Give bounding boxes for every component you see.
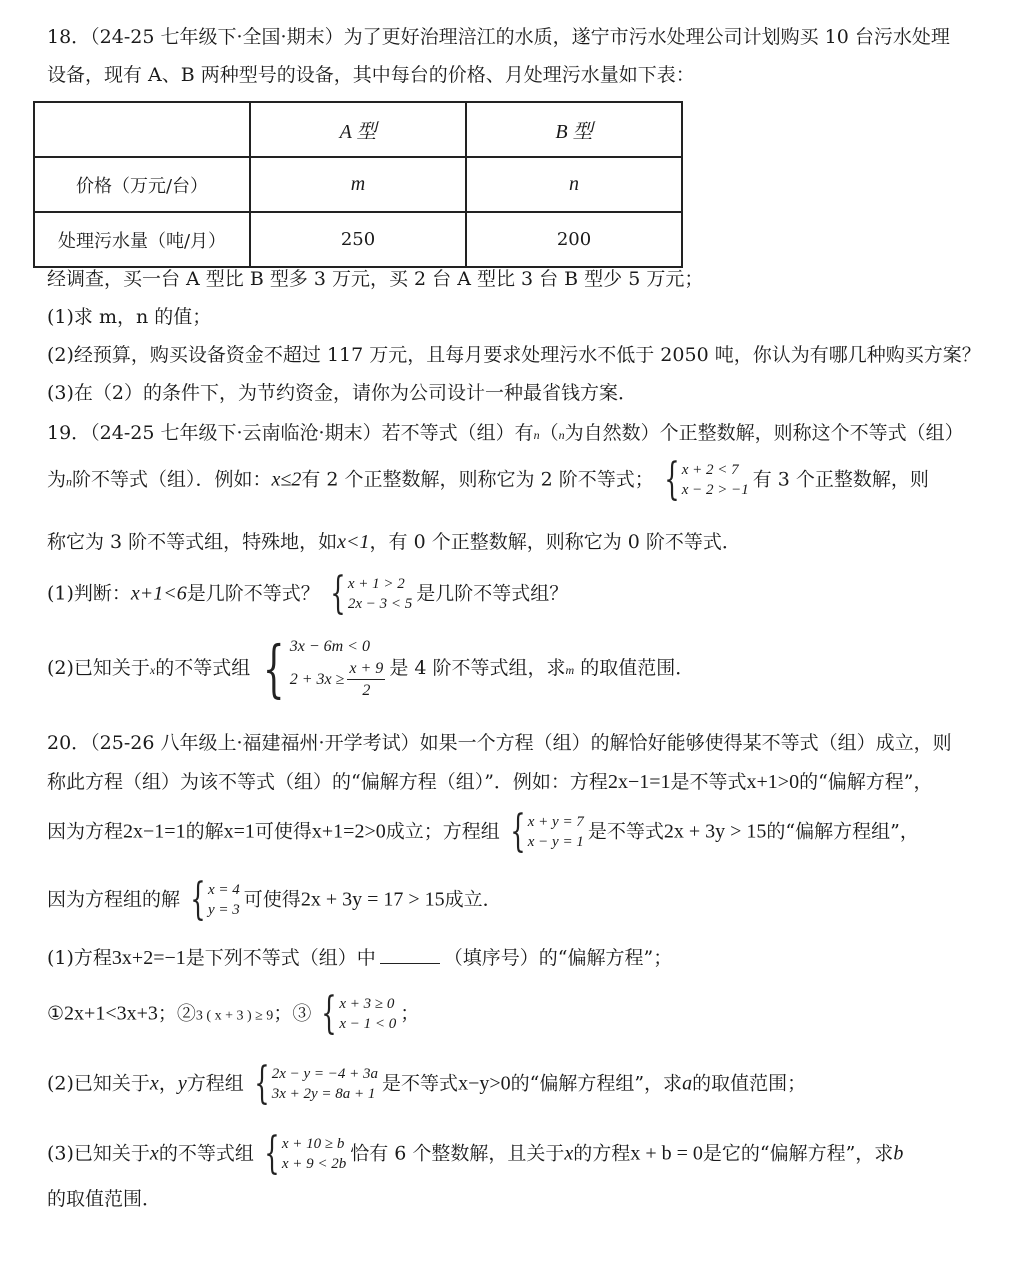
table-cell: m xyxy=(250,157,466,212)
q19-part-2: (2)已知关于x的不等式组 { 3x − 6m < 0 2 + 3x ≥ $\frac{x + 9}{2}$ 是 4 阶不等式组，求m 的取值范围． xyxy=(47,631,695,705)
table-row xyxy=(34,157,682,212)
q20-part-3: (3)已知关于x的不等式组 { x + 10 ≥ b x + 9 < 2b 恰有 6 个整数解，且关于x的方程x + b = 0是它的“偏解方程”，求b xyxy=(47,1128,904,1180)
q20-line-3: 因为方程2x−1=1的解x=1可使得x+1=2>0成立；方程组 { x + y = 7 x − y = 1 是不等式2x + 3y > 15的“偏解方程组”， xyxy=(47,806,919,858)
table-cell: n xyxy=(466,157,682,212)
q18-line-1: 18．（24-25 七年级下·全国·期末）为了更好治理涪江的水质，遂宁市污水处理公司计划购买 10 台污水处理 xyxy=(47,26,950,48)
q19-line-1: 19．（24-25 七年级下·云南临沧·期末）若不等式（组）有n（n为自然数）个正整数解，则称这个不等式（组） xyxy=(47,422,964,444)
q20-line-4: 因为方程组的解 { x = 4 y = 3 可使得2x + 3y = 17 > 15成立． xyxy=(47,874,502,926)
q18-part-3: (3)在（2）的条件下，为节约资金，请你为公司设计一种最省钱方案． xyxy=(47,382,638,404)
q20-part-1: (1)方程3x+2=−1是下列不等式（组）中 （填序号）的“偏解方程”； xyxy=(47,947,673,969)
q20-options: ①2x+1<3x+3；②3 ( x + 3 ) ≥ 9；③ { x + 3 ≥ 0 x − 1 < 0 ； xyxy=(47,988,420,1040)
table-header-b: B 型 xyxy=(466,102,682,157)
equation-system: { x + 2 < 7 x − 2 > −1 xyxy=(664,454,749,506)
table-cell: 200 xyxy=(466,212,682,267)
q19-line-2: 为n阶不等式（组）．例如：x≤2有 2 个正整数解，则称它为 2 阶不等式； { x + 2 < 7 x − 2 > −1 有 3 个正整数解，则 xyxy=(47,454,929,506)
q18-part-2: (2)经预算，购买设备资金不超过 117 万元，且每月要求处理污水不低于 2050 吨，你认为有哪几种购买方案？ xyxy=(47,344,981,366)
equipment-table xyxy=(33,101,683,268)
q19-part-1: (1)判断：x+1<6是几阶不等式？ { x + 1 > 2 2x − 3 < 5 是几阶不等式组？ xyxy=(47,568,569,620)
table-row-label: 处理污水量（吨/月） xyxy=(34,212,250,267)
q20-line-1: 20．（25-26 八年级上·福建福州·开学考试）如果一个方程（组）的解恰好能够使得某不等式（组）成立，则 xyxy=(47,732,952,754)
table-row xyxy=(34,102,682,157)
equation-system: { 2x − y = −4 + 3a 3x + 2y = 8a + 1 xyxy=(254,1058,379,1110)
q20-part-3-end: 的取值范围． xyxy=(47,1188,162,1210)
table-header-empty xyxy=(34,102,250,157)
table-cell: 250 xyxy=(250,212,466,267)
equation-system: { x = 4 y = 3 xyxy=(190,874,240,926)
q18-part-1: (1)求 m，n 的值； xyxy=(47,306,212,328)
answer-blank[interactable] xyxy=(380,963,440,964)
q18-line-2: 设备，现有 A、B 两种型号的设备，其中每台的价格、月处理污水量如下表： xyxy=(47,64,695,86)
equation-system: { x + 10 ≥ b x + 9 < 2b xyxy=(264,1128,347,1180)
equation-system: { x + 3 ≥ 0 x − 1 < 0 xyxy=(321,988,397,1040)
equation-system: { x + 1 > 2 2x − 3 < 5 xyxy=(330,568,413,620)
q19-line-3: 称它为 3 阶不等式组，特殊地，如x<1，有 0 个正整数解，则称它为 0 阶不等式． xyxy=(47,531,741,553)
equation-system: { x + y = 7 x − y = 1 xyxy=(510,806,584,858)
equation-system: { 3x − 6m < 0 2 + 3x ≥ $\frac{x + 9}{2}$ xyxy=(263,631,384,705)
table-header-a: A 型 xyxy=(250,102,466,157)
q18-line-3: 经调查，买一台 A 型比 B 型多 3 万元，买 2 台 A 型比 3 台 B 型少 5 万元； xyxy=(47,268,704,290)
table-row xyxy=(34,212,682,267)
q20-line-2: 称此方程（组）为该不等式（组）的“偏解方程（组）”．例如：方程2x−1=1是不等式x+1>0的“偏解方程”， xyxy=(47,771,933,793)
q20-part-2: (2)已知关于x，y方程组 { 2x − y = −4 + 3a 3x + 2y = 8a + 1 是不等式x−y>0的“偏解方程组”，求a的取值范围； xyxy=(47,1058,807,1110)
table-row-label: 价格（万元/台） xyxy=(34,157,250,212)
